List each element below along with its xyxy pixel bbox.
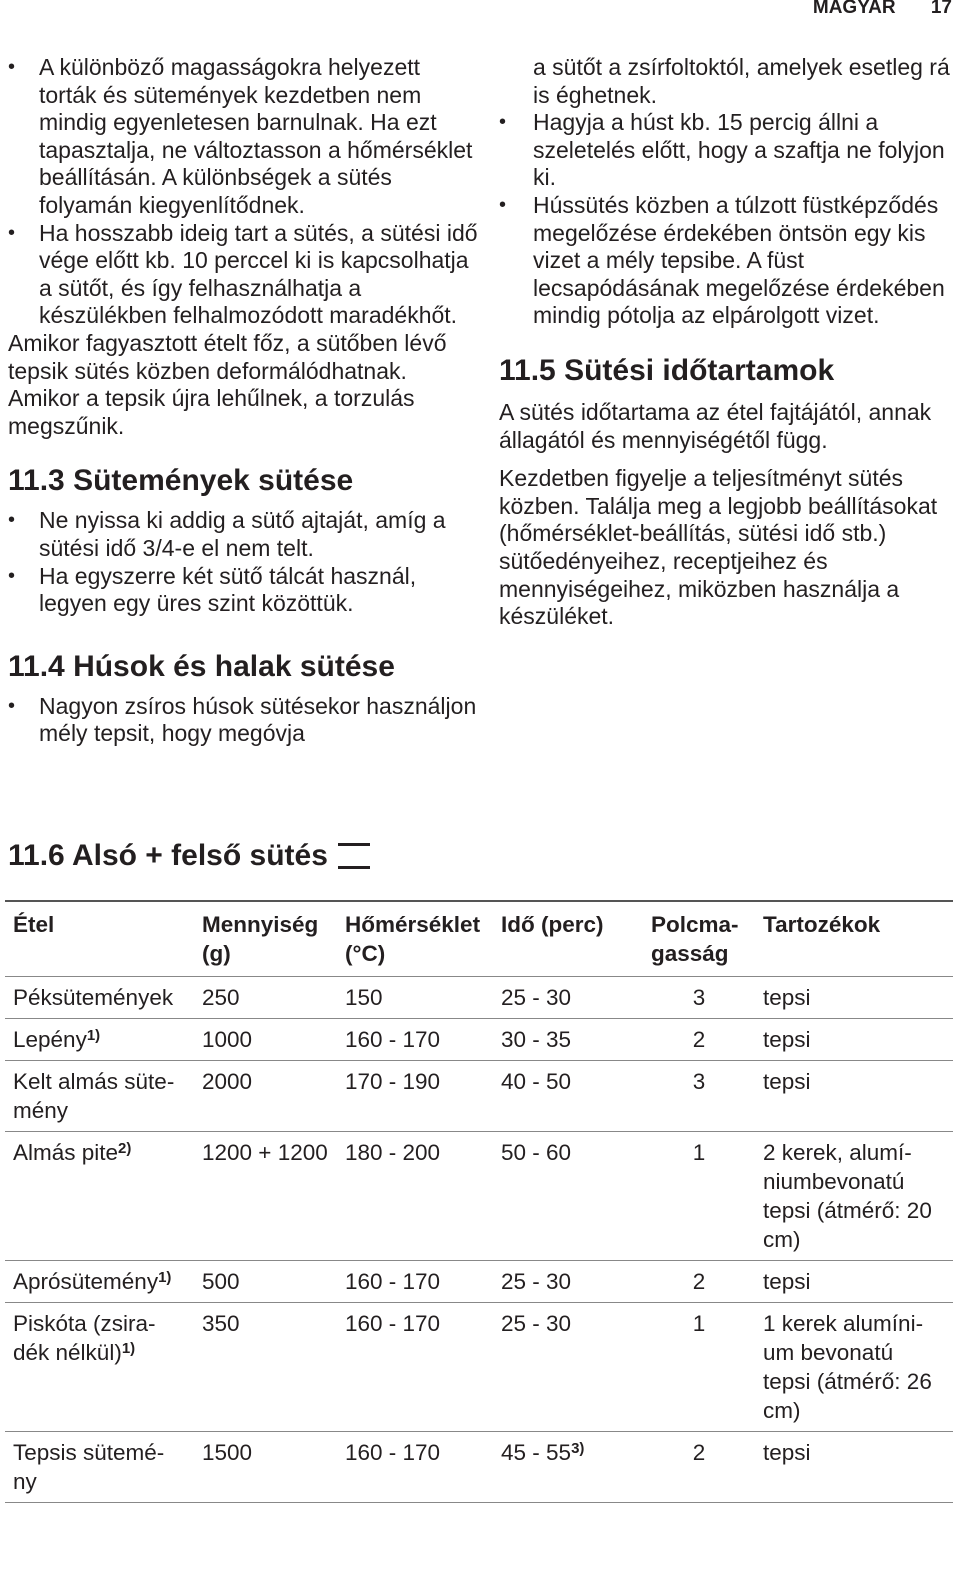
list-item: • Ha hosszabb ideig tart a sütés, a sütési idő vége előtt kb. 10 perccel ki is kapcsolhatja a sütőt, és így felhasználhatja a készülékben felhalmozódott maradékhőt. <box>8 220 478 330</box>
list-item: • Hússütés közben a túlzott füstképződés megelőzése érdekében öntsön egy kis vizet a mély tepsibe. A füst lecsapódásának megelőzése érdekében mindig pótolja az elpárolgott vizet. <box>499 192 954 330</box>
cell-quantity <box>194 1132 337 1261</box>
table-row <box>5 1019 953 1061</box>
cell-temperature-text: 160 - 170 <box>345 1311 441 1336</box>
cell-level <box>643 1261 755 1303</box>
list-item: • Nagyon zsíros húsok sütésekor használjon mély tepsit, hogy megóvja <box>8 693 478 748</box>
cell-food <box>5 1061 194 1132</box>
cell-quantity <box>194 1061 337 1132</box>
cell-time-text: 40 - 50 <box>501 1069 572 1094</box>
cell-food-text: Piskóta (zsira-dék nélkül) <box>13 1311 156 1365</box>
cell-time <box>493 977 643 1019</box>
cell-time-text: 45 - 55 <box>501 1440 572 1465</box>
cell-food-text: Kelt almás süte-mény <box>13 1069 175 1123</box>
paragraph: A sütés időtartama az étel fajtájától, annak állagától és mennyiségétől függ. <box>499 398 932 453</box>
cell-level-text: 3 <box>692 985 706 1010</box>
cell-temperature <box>337 1019 493 1061</box>
frozen-food-note: Amikor fagyasztott ételt főz, a sütőben lévő tepsik sütés közben deformálódhatnak. Amikor a tepsik újra lehűlnek, a torzulás megszűnik. <box>8 329 447 439</box>
cell-quantity-text: 1000 <box>202 1027 253 1052</box>
left-column <box>8 54 478 748</box>
column-header-time: Idő (perc) <box>501 912 604 937</box>
cell-quantity <box>194 1432 337 1503</box>
cell-quantity-text: 350 <box>202 1311 240 1336</box>
cell-food-text: Péksütemények <box>13 985 174 1010</box>
cell-temperature-text: 150 <box>345 985 383 1010</box>
cell-accessories-text: tepsi <box>763 1269 811 1294</box>
cell-food <box>5 1261 194 1303</box>
table-body <box>5 977 953 1503</box>
cell-level <box>643 1303 755 1432</box>
cell-time <box>493 1019 643 1061</box>
footnote-marker: 1) <box>158 1269 172 1286</box>
cell-food <box>5 977 194 1019</box>
cell-temperature-text: 170 - 190 <box>345 1069 441 1094</box>
meat-tips-list <box>499 109 954 330</box>
cell-accessories <box>755 1019 953 1061</box>
cell-time <box>493 1061 643 1132</box>
cell-time-text: 25 - 30 <box>501 1269 572 1294</box>
cell-temperature <box>337 1261 493 1303</box>
top-bottom-heat-icon <box>338 841 370 871</box>
cell-level-text: 1 <box>692 1140 706 1165</box>
cell-temperature <box>337 977 493 1019</box>
table-row <box>5 1061 953 1132</box>
cell-accessories <box>755 1132 953 1261</box>
column-header-level: Polcma-gasság <box>651 912 739 966</box>
cell-quantity <box>194 1019 337 1061</box>
cell-time <box>493 1303 643 1432</box>
cell-accessories-text: 1 kerek alumíni-um bevonatú tepsi (átmérő: 26 cm) <box>763 1311 932 1423</box>
footnote-marker: 1) <box>86 1027 101 1044</box>
cell-accessories <box>755 1303 953 1432</box>
table-row <box>5 977 953 1019</box>
cell-quantity-text: 1500 <box>202 1440 253 1465</box>
cell-quantity-text: 250 <box>202 985 240 1010</box>
cell-level-text: 1 <box>692 1311 706 1336</box>
cell-food <box>5 1303 194 1432</box>
cell-temperature <box>337 1432 493 1503</box>
meat-bullet-list <box>8 693 478 748</box>
table-section-heading <box>8 838 370 874</box>
cell-food <box>5 1132 194 1261</box>
cell-food-text: Lepény <box>13 1027 87 1052</box>
list-item: • Hagyja a húst kb. 15 percig állni a szeletelés előtt, hogy a szaftja ne folyjon ki. <box>499 109 954 192</box>
cell-time-text: 30 - 35 <box>501 1027 572 1052</box>
cell-time <box>493 1432 643 1503</box>
cell-accessories-text: 2 kerek, alumí-niumbevonatú tepsi (átmérő: 20 cm) <box>763 1140 932 1252</box>
cell-time <box>493 1261 643 1303</box>
cell-food-text: Tepsis sütemé-ny <box>13 1440 165 1494</box>
intro-bullet-list <box>8 54 478 330</box>
column-header-accessories: Tartozékok <box>763 912 881 937</box>
cakes-bullet-list <box>8 507 478 617</box>
cell-level-text: 2 <box>692 1027 706 1052</box>
list-item: • Ne nyissa ki addig a sütő ajtaját, amíg a sütési idő 3/4-e el nem telt. <box>8 507 478 562</box>
cell-accessories-text: tepsi <box>763 985 811 1010</box>
cell-level <box>643 1132 755 1261</box>
column-header-temperature: Hőmérséklet (°C) <box>345 912 481 966</box>
cell-level <box>643 1061 755 1132</box>
cell-food-text: Almás pite <box>13 1140 119 1165</box>
cell-accessories <box>755 1061 953 1132</box>
section-title-11-4: 11.4 Húsok és halak sütése <box>8 649 395 683</box>
table-row <box>5 1303 953 1432</box>
section-title-11-5: 11.5 Sütési időtartamok <box>499 353 835 387</box>
section-title-11-6: 11.6 Alsó + felső sütés <box>8 839 328 872</box>
table-header-row <box>5 901 953 977</box>
list-item: • A különböző magasságokra helyezett torták és sütemények kezdetben nem mindig egyenletesen barnulnak. Ha ezt tapasztalja, ne változtasson a hőmérséklet beállításán. A különbségek a sütés folyamán kiegyenlítődnek. <box>8 54 478 220</box>
cell-accessories-text: tepsi <box>763 1069 811 1094</box>
cell-quantity-text: 2000 <box>202 1069 253 1094</box>
right-column <box>499 54 954 631</box>
column-header-food: Étel <box>13 912 55 937</box>
footnote-marker: 3) <box>571 1440 585 1457</box>
header-language: MAGYAR <box>812 0 896 18</box>
cell-accessories-text: tepsi <box>763 1027 811 1052</box>
footnote-marker: 1) <box>121 1340 136 1357</box>
column-header-quantity: Mennyiség (g) <box>202 912 319 966</box>
baking-table <box>5 900 953 1503</box>
table-row <box>5 1432 953 1503</box>
page-number: 17 <box>930 0 952 18</box>
cell-temperature-text: 180 - 200 <box>345 1140 441 1165</box>
cell-temperature <box>337 1303 493 1432</box>
page-header <box>813 0 952 19</box>
cell-accessories <box>755 1261 953 1303</box>
paragraph: Kezdetben figyelje a teljesítményt sütés közben. Találja meg a legjobb beállításokat (hőmérséklet-beállítás, sütési idő stb.) sütőedényeihez, receptjeihez és mennyiségeihez, miközben használja a készüléket. <box>499 465 938 630</box>
cell-quantity <box>194 977 337 1019</box>
cell-temperature-text: 160 - 170 <box>345 1440 441 1465</box>
cell-accessories <box>755 1432 953 1503</box>
cell-temperature-text: 160 - 170 <box>345 1027 441 1052</box>
footnote-marker: 2) <box>118 1140 132 1157</box>
cell-quantity-text: 1200 + 1200 <box>202 1140 328 1165</box>
cell-food <box>5 1432 194 1503</box>
cell-food <box>5 1019 194 1061</box>
cell-accessories <box>755 977 953 1019</box>
continued-text: a sütőt a zsírfoltoktól, amelyek esetleg rá is éghetnek. <box>533 54 950 108</box>
cell-time-text: 50 - 60 <box>501 1140 572 1165</box>
cell-temperature-text: 160 - 170 <box>345 1269 441 1294</box>
cell-time-text: 25 - 30 <box>501 985 572 1010</box>
cell-level-text: 2 <box>692 1440 706 1465</box>
cell-quantity <box>194 1261 337 1303</box>
table-row <box>5 1261 953 1303</box>
cell-level <box>643 1432 755 1503</box>
cell-accessories-text: tepsi <box>763 1440 811 1465</box>
cell-time-text: 25 - 30 <box>501 1311 572 1336</box>
cell-level-text: 3 <box>692 1069 706 1094</box>
cell-temperature <box>337 1061 493 1132</box>
cell-level-text: 2 <box>692 1269 706 1294</box>
table-row <box>5 1132 953 1261</box>
cell-level <box>643 1019 755 1061</box>
cell-quantity <box>194 1303 337 1432</box>
cell-time <box>493 1132 643 1261</box>
cell-food-text: Aprósütemény <box>13 1269 159 1294</box>
cell-level <box>643 977 755 1019</box>
cell-temperature <box>337 1132 493 1261</box>
cell-quantity-text: 500 <box>202 1269 240 1294</box>
list-item: • Ha egyszerre két sütő tálcát használ, legyen egy üres szint közöttük. <box>8 563 478 618</box>
section-title-11-3: 11.3 Sütemények sütése <box>8 464 354 498</box>
